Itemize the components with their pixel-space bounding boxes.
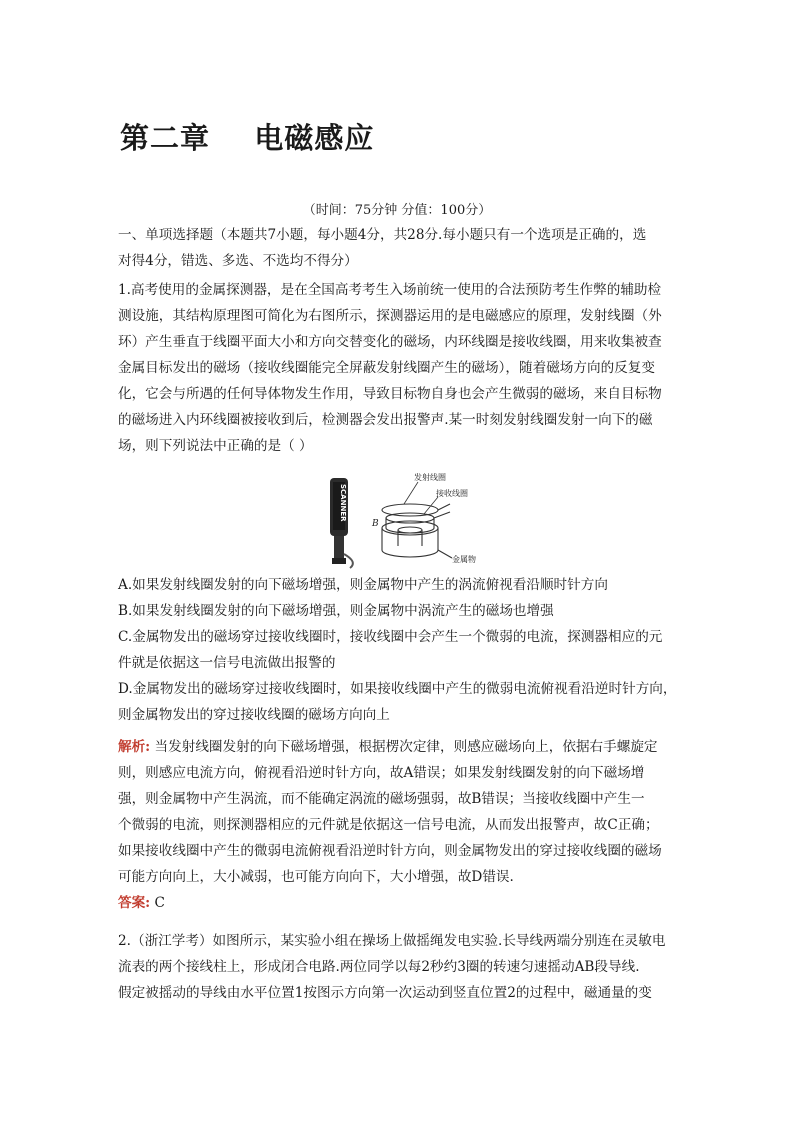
section-heading: [118, 222, 678, 274]
metal-detector-figure: [300, 466, 500, 572]
option-b: B.如果发射线圈发射的向下磁场增强，则金属物中涡流产生的磁场也增强: [118, 603, 554, 619]
analysis-text: 当发射线圈发射的向下磁场增强，根据楞次定律，则感应磁场向上，依据右手螺旋定: [150, 739, 658, 755]
text-line: 则，则感应电流方向，俯视看沿逆时针方向，故A错误；如果发射线圈发射的向下磁场增: [118, 765, 645, 781]
question-1-stem: [118, 277, 678, 459]
text-line: 化，它会与所遇的任何导体物发生作用，导致目标物自身也会产生微弱的磁场，来自目标物: [118, 386, 662, 402]
text-line: [118, 734, 678, 760]
text-line: 对得4分，错选、多选、不选均不得分）: [118, 253, 358, 269]
label-magnetic-field-b: B: [372, 519, 379, 529]
text-line: 2.（浙江学考）如图所示，某实验小组在操场上做摇绳发电实验.长导线两端分别连在灵敏电: [118, 933, 666, 949]
text-line: 如果接收线圈中产生的微弱电流俯视看沿逆时针方向，则金属物发出的穿过接收线圈的磁场: [118, 843, 662, 859]
text-line: 个微弱的电流，则探测器相应的元件就是依据这一信号电流，从而发出报警声，故C正确；: [118, 817, 659, 833]
text-line: 可能方向向上，大小减弱，也可能方向向下，大小增强，故D错误.: [118, 869, 514, 885]
option-d-cont: 则金属物发出的穿过接收线圈的磁场方向向上: [118, 707, 390, 723]
answer-line: [118, 890, 678, 916]
label-metal-object: 金属物: [452, 555, 476, 564]
answer-value: C: [150, 895, 165, 911]
question-1-analysis: [118, 734, 678, 916]
option-c: C.金属物发出的磁场穿过接收线圈时，接收线圈中会产生一个微弱的电流，探测器相应的元: [118, 629, 663, 645]
option-c-cont: 件就是依据这一信号电流做出报警的: [118, 655, 336, 671]
option-d: D.金属物发出的磁场穿过接收线圈时，如果接收线圈中产生的微弱电流俯视看沿逆时针方向，: [118, 681, 677, 697]
option-a: A.如果发射线圈发射的向下磁场增强，则金属物中产生的涡流俯视看沿顺时针方向: [118, 577, 608, 593]
text-line: 场，则下列说法中正确的是（ ）: [118, 438, 313, 454]
text-line: 金属目标发出的磁场（接收线圈能完全屏蔽发射线圈产生的磁场），随着磁场方向的反复变: [118, 360, 655, 376]
text-line: 一、单项选择题（本题共7小题，每小题4分，共28分.每小题只有一个选项是正确的，选: [118, 227, 647, 243]
analysis-label: 解析:: [118, 739, 151, 755]
text-line: 测设施，其结构原理图可简化为右图所示，探测器运用的是电磁感应的原理，发射线圈（外: [118, 308, 662, 324]
text-line: 强，则金属物中产生涡流，而不能确定涡流的磁场强弱，故B错误；当接收线圈中产生一: [118, 791, 645, 807]
label-transmit-coil: 发射线圈: [414, 473, 446, 482]
coil-diagram: [382, 504, 452, 558]
text-line: 假定被摇动的导线由水平位置1按图示方向第一次运动到竖直位置2的过程中，磁通量的变: [118, 985, 652, 1001]
device-text: SCANNER: [339, 484, 347, 522]
question-2-stem: [118, 928, 678, 1006]
exam-meta: （时间：75分钟 分值：100分）: [302, 203, 492, 218]
question-1-options: [118, 572, 678, 728]
chapter-title: 第二章 电磁感应: [120, 121, 375, 155]
label-receive-coil: 接收线圈: [436, 489, 468, 498]
text-line: 1.高考使用的金属探测器，是在全国高考考生入场前统一使用的合法预防考生作弊的辅助检: [118, 282, 662, 298]
text-line: 流表的两个接线柱上，形成闭合电路.两位同学以每2秒约3圈的转速匀速摇动AB段导线.: [118, 959, 640, 975]
handheld-detector-illustration: [330, 478, 353, 568]
answer-label: 答案:: [118, 895, 151, 911]
text-line: 环）产生垂直于线圈平面大小和方向交替变化的磁场，内环线圈是接收线圈，用来收集被查: [118, 334, 662, 350]
text-line: 的磁场进入内环线圈被接收到后，检测器会发出报警声.某一时刻发射线圈发射一向下的磁: [118, 412, 653, 428]
